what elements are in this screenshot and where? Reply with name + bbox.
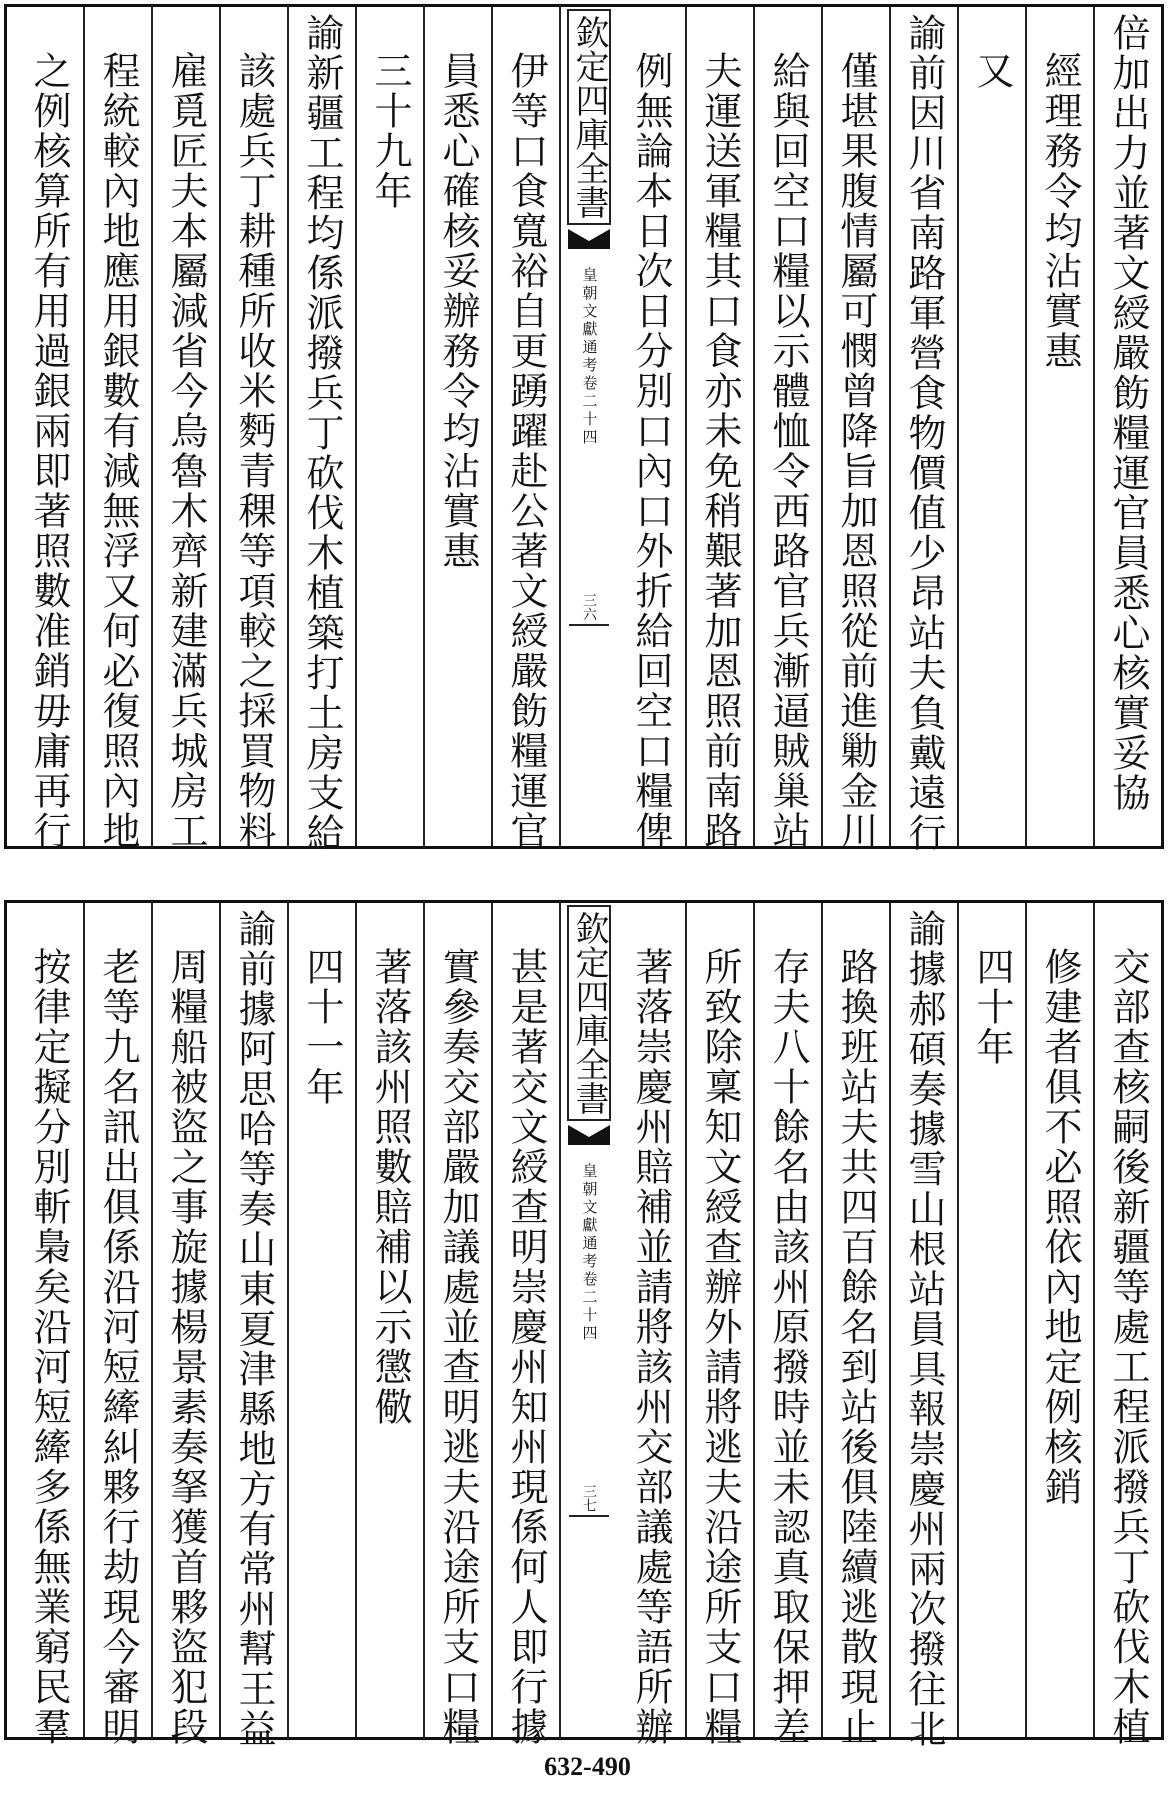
column-text: 三十九年 bbox=[368, 51, 412, 211]
text-column bbox=[287, 903, 355, 1737]
text-column bbox=[83, 7, 151, 851]
text-column bbox=[355, 903, 423, 1737]
text-column bbox=[889, 7, 957, 853]
text-column bbox=[151, 7, 219, 851]
column-text: 所致除稟知文綬查辦外請將逃夫沿途所支口糧 bbox=[698, 947, 742, 1747]
page-reference: 632-490 bbox=[544, 1752, 631, 1781]
text-column bbox=[753, 903, 821, 1747]
column-text: 諭前據阿思哈等奏山東夏津縣地方有常州幫王益 bbox=[232, 909, 276, 1749]
text-column bbox=[151, 903, 219, 1747]
fish-tail-mark bbox=[568, 1125, 610, 1145]
column-text: 員悉心確核妥辦務令均沾實惠 bbox=[436, 51, 480, 571]
text-column bbox=[219, 903, 287, 1749]
column-text: 諭新疆工程均係派撥兵丁砍伐木植築打土房支給 bbox=[300, 13, 344, 853]
text-column bbox=[617, 903, 685, 1747]
column-text: 倍加出力並著文綬嚴飭糧運官員悉心核實妥協 bbox=[1106, 13, 1150, 813]
column-text: 之例核算所有用過銀兩即著照數准銷毋庸再行 bbox=[27, 51, 71, 851]
bottom-left-columns bbox=[15, 903, 559, 1749]
column-text: 四十年 bbox=[970, 947, 1014, 1067]
column-text: 甚是著交文綬查明崇慶州知州現係何人即行據 bbox=[504, 947, 548, 1747]
text-column bbox=[423, 903, 491, 1747]
column-text: 例無論本日次日分別口內口外折給回空口糧俾 bbox=[629, 51, 673, 851]
text-column bbox=[15, 7, 83, 851]
fish-tail-mark bbox=[568, 229, 610, 249]
column-text: 程統較內地應用銀數有減無浮又何必復照內地 bbox=[96, 51, 140, 851]
text-column bbox=[1025, 7, 1093, 846]
bottom-center-header bbox=[559, 903, 617, 1737]
column-text: 該處兵丁耕種所收米麪青稞等項較之採買物料 bbox=[232, 51, 276, 851]
column-text: 周糧船被盜之事旋據楊景素奏拏獲首夥盜犯段 bbox=[164, 947, 208, 1747]
text-column bbox=[219, 7, 287, 851]
text-column bbox=[423, 7, 491, 846]
column-text: 路換班站夫共四百餘名到站後俱陸續逃散現止 bbox=[834, 947, 878, 1747]
volume-subtitle: 皇朝文獻通考卷二十四 bbox=[580, 267, 599, 447]
column-text: 實參奏交部嚴加議處並查明逃夫沿途所支口糧 bbox=[436, 947, 480, 1747]
text-column bbox=[287, 7, 355, 853]
text-column bbox=[1093, 903, 1161, 1747]
volume-subtitle: 皇朝文獻通考卷二十四 bbox=[580, 1163, 599, 1343]
page-number: 三六 bbox=[581, 593, 597, 621]
book-title: 欽定四庫全書 bbox=[567, 9, 611, 225]
page-number-rule bbox=[569, 624, 609, 626]
text-column bbox=[821, 903, 889, 1747]
text-column bbox=[753, 7, 821, 851]
text-column bbox=[1025, 903, 1093, 1737]
column-text: 著落崇慶州賠補並請將該州交部議處等語所辦 bbox=[629, 947, 673, 1747]
column-text: 又 bbox=[970, 51, 1014, 91]
page-number: 三七 bbox=[581, 1484, 597, 1512]
book-title: 欽定四庫全書 bbox=[567, 905, 611, 1121]
page-number-rule bbox=[569, 1515, 609, 1517]
column-text: 經理務令均沾實惠 bbox=[1038, 51, 1082, 371]
top-center-header bbox=[559, 7, 617, 846]
column-text: 雇覓匠夫本屬減省今烏魯木齊新建滿兵城房工 bbox=[164, 51, 208, 851]
column-text: 夫運送軍糧其口食亦未免稍艱著加恩照前南路 bbox=[698, 51, 742, 851]
top-left-columns bbox=[15, 7, 559, 853]
column-text: 按律定擬分別斬梟矣沿河短縴多係無業窮民羣 bbox=[27, 947, 71, 1747]
column-text: 給與回空口糧以示體恤令西路官兵漸逼賊巢站 bbox=[766, 51, 810, 851]
text-column bbox=[15, 903, 83, 1747]
text-column bbox=[821, 7, 889, 851]
text-column bbox=[83, 903, 151, 1747]
text-column bbox=[889, 903, 957, 1749]
column-text: 交部查核嗣後新疆等處工程派撥兵丁砍伐木植 bbox=[1106, 947, 1150, 1747]
text-column bbox=[355, 7, 423, 846]
text-column bbox=[685, 903, 753, 1747]
text-column bbox=[957, 903, 1025, 1737]
column-text: 伊等口食寬裕自更踴躍赴公著文綬嚴飭糧運官 bbox=[504, 51, 548, 851]
column-text: 諭前因川省南路軍營食物價值少昂站夫負戴遠行 bbox=[902, 13, 946, 853]
text-column bbox=[957, 7, 1025, 846]
column-text: 僅堪果腹情屬可憫曾降旨加恩照從前進勦金川 bbox=[834, 51, 878, 851]
text-column bbox=[617, 7, 685, 851]
text-column bbox=[685, 7, 753, 851]
column-text: 諭據郝碩奏據雪山根站員具報崇慶州兩次撥往北 bbox=[902, 909, 946, 1749]
column-text: 修建者俱不必照依內地定例核銷 bbox=[1038, 947, 1082, 1507]
text-column bbox=[491, 7, 559, 851]
top-right-columns bbox=[617, 7, 1161, 853]
column-text: 老等九名訊出俱係沿河短縴糾夥行劫現今審明 bbox=[96, 947, 140, 1747]
top-page bbox=[4, 4, 1164, 853]
column-text: 著落該州照數賠補以示懲儆 bbox=[368, 947, 412, 1427]
bottom-page bbox=[4, 900, 1164, 1749]
column-text: 四十一年 bbox=[300, 947, 344, 1107]
column-text: 存夫八十餘名由該州原撥時並未認真取保押差 bbox=[766, 947, 810, 1747]
text-column bbox=[491, 903, 559, 1747]
bottom-right-columns bbox=[617, 903, 1161, 1749]
text-column bbox=[1093, 7, 1161, 846]
